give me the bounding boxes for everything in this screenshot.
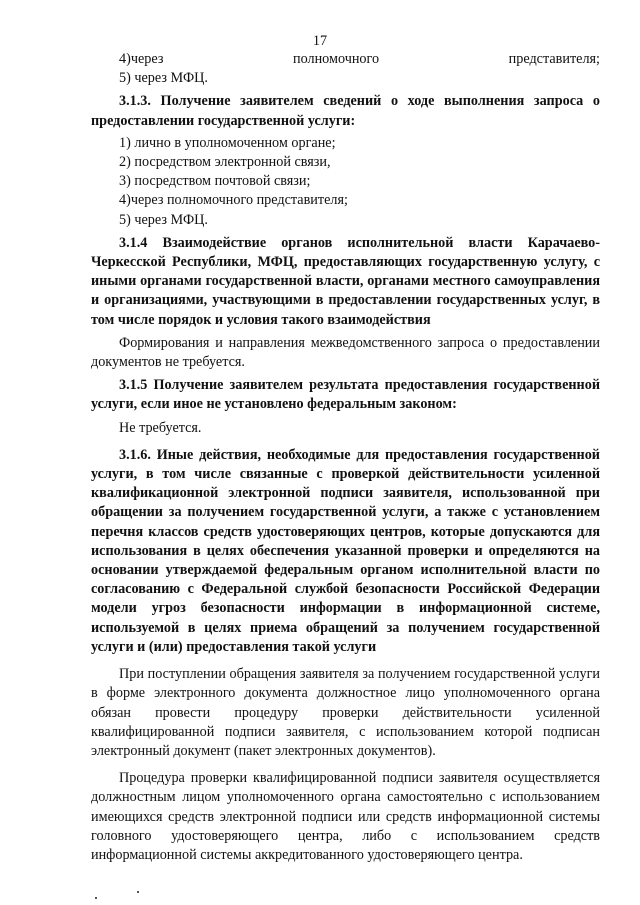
scan-speck — [137, 891, 139, 893]
paragraph-verification-procedure: Процедура проверки квалифицированной подписи заявителя осуществляется должностным лицом уполномоченного органа самостоятельно с использованием имеющихся средств электронной подписи или средств информационной системы головного удостоверяющего центра, либо с использованием средств информационной системы аккредитованного удостоверяющего центра. — [91, 770, 600, 863]
section-heading-3-1-4: 3.1.4 Взаимодействие органов исполнительной власти Карачаево-Черкесской Республики, МФЦ, предоставляющих государственную услугу, с иными органами государственной власти, органами местного самоуправления и организациями, участвующими в предоставлении государственных услуг, в том числе порядок и условия такого взаимодействия — [91, 234, 600, 328]
scan-speck — [95, 897, 97, 899]
page-number: 17 — [312, 33, 328, 49]
section-text-3-1-4: Формирования и направления межведомственного запроса о предоставлении документов не требуется. — [91, 334, 600, 371]
list-item: 3) посредством почтовой связи; — [119, 173, 311, 190]
list-item: 5) через МФЦ. — [119, 70, 208, 87]
list-item: 2) посредством электронной связи, — [119, 154, 331, 171]
section-heading-3-1-5: 3.1.5 Получение заявителем результата предоставления государственной услуги, если иное не установлено федеральным законом: — [91, 377, 600, 413]
list-item: 5) через МФЦ. — [119, 211, 208, 228]
section-heading-3-1-6: 3.1.6. Иные действия, необходимые для предоставления государственной услуги, в том числе связанные с проверкой действительности усиленной квалификационной электронной подписи заявителя, использованной при обращении за получением государственной услуги, а также с установлением перечня классов средств удостоверяющих центров, которые допускаются для использования в целях обеспечения указанной проверки и определяются на основании утверждаемой федеральным органом исполнительной власти по согласованию с Федеральной службой безопасности Российской Федерации модели угроз безопасности информации в информационной системе, используемой в целях приема обращений за получением государственной услуги и (или) предоставления такой услуги — [91, 446, 600, 655]
list-item: 1) лично в уполномоченном органе; — [119, 134, 336, 151]
list-item: 4)через полномочного представителя; — [119, 51, 600, 67]
page-content — [91, 50, 600, 865]
paragraph-signature-check: При поступлении обращения заявителя за получением государственной услуги в форме электронного документа должностное лицо уполномоченного органа обязан провести процедуру проверки действительности усиленной квалифицированной подписи заявителя, с использованием которой подписан электронный документ (пакет электронных документов). — [91, 666, 600, 759]
section-text-3-1-5: Не требуется. — [119, 419, 202, 436]
list-item: 4)через полномочного представителя; — [119, 192, 348, 209]
section-heading-3-1-3: 3.1.3. Получение заявителем сведений о ходе выполнения запроса о предоставлении государственной услуги: — [91, 93, 600, 129]
